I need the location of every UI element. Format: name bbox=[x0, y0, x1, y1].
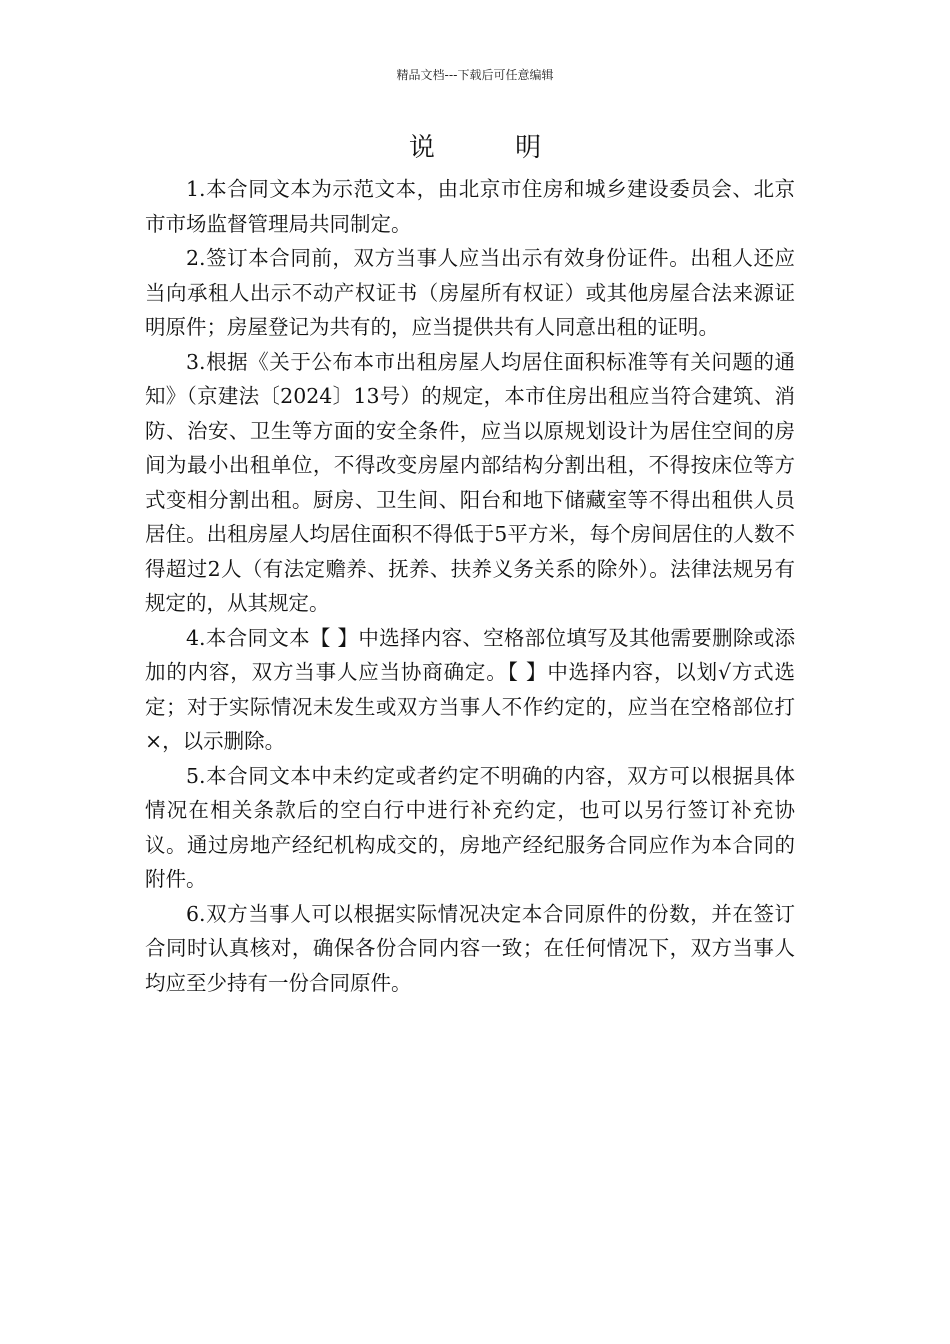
paragraph-2: 2.签订本合同前，双方当事人应当出示有效身份证件。出租人还应当向承租人出示不动产权证书（房屋所有权证）或其他房屋合法来源证明原件；房屋登记为共有的，应当提供共有人同意出租的证明。 bbox=[145, 246, 795, 339]
document-body bbox=[145, 172, 795, 1000]
document-title: 说 明 bbox=[408, 133, 578, 163]
paragraph-1: 1.本合同文本为示范文本，由北京市住房和城乡建设委员会、北京市市场监督管理局共同制定。 bbox=[145, 177, 795, 236]
paragraph-3: 3.根据《关于公布本市出租房屋人均居住面积标准等有关问题的通知》（京建法〔2024〕13号）的规定，本市住房出租应当符合建筑、消防、治安、卫生等方面的安全条件，应当以原规划设计为居住空间的房间为最小出租单位，不得改变房屋内部结构分割出租，不得按床位等方式变相分割出租。厨房、卫生间、阳台和地下储藏室等不得出租供人员居住。出租房屋人均居住面积不得低于5平方米，每个房间居住的人数不得超过2人（有法定赡养、抚养、扶养义务关系的除外）。法律法规另有规定的，从其规定。 bbox=[145, 349, 795, 615]
paragraph-5: 5.本合同文本中未约定或者约定不明确的内容，双方可以根据具体情况在相关条款后的空白行中进行补充约定，也可以另行签订补充协议。通过房地产经纪机构成交的，房地产经纪服务合同应作为本合同的附件。 bbox=[145, 763, 795, 891]
paragraph-4: 4.本合同文本【 】中选择内容、空格部位填写及其他需要删除或添加的内容，双方当事人应当协商确定。【 】中选择内容，以划√方式选定；对于实际情况未发生或双方当事人不作约定的，应当在空格部位打×，以示删除。 bbox=[145, 625, 795, 753]
page-header: 精品文档---下载后可任意编辑 bbox=[396, 68, 554, 82]
paragraph-6: 6.双方当事人可以根据实际情况决定本合同原件的份数，并在签订合同时认真核对，确保各份合同内容一致；在任何情况下，双方当事人均应至少持有一份合同原件。 bbox=[145, 901, 795, 995]
